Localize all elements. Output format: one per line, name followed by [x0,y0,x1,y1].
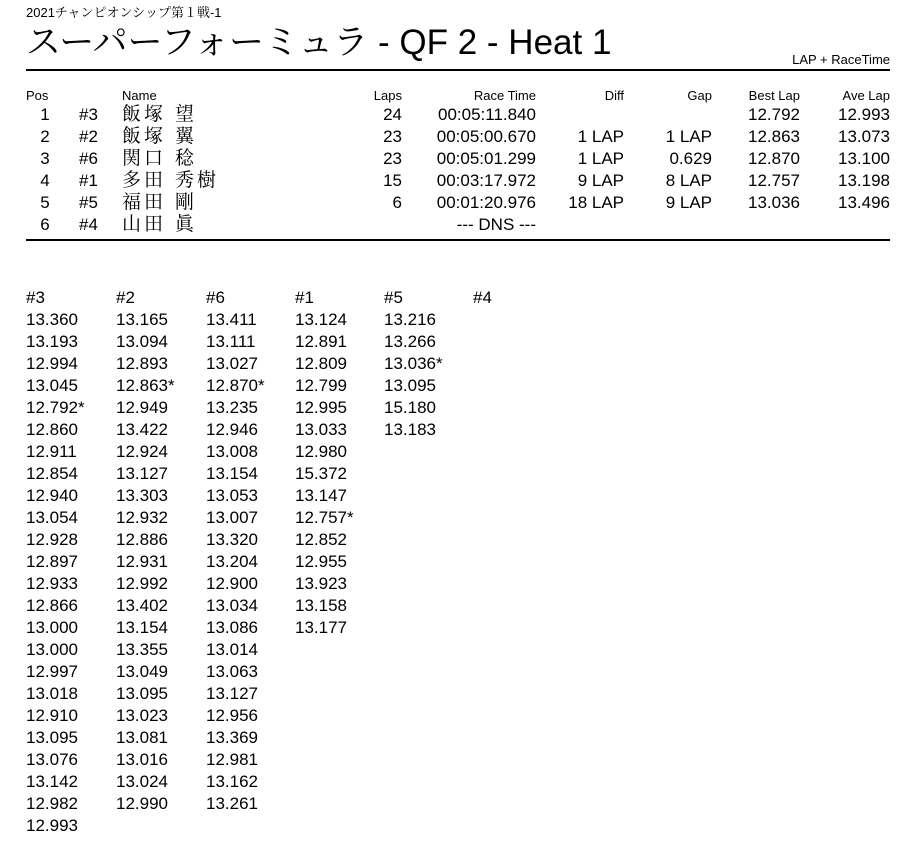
lap-time: 12.990 [116,794,168,813]
col-header-name: Name [122,88,157,103]
result-name: 福田 剛 [122,191,198,213]
lap-time: 13.158 [295,596,347,615]
lap-column [384,287,474,441]
results-table [0,0,900,260]
result-row [0,170,900,192]
lap-time: 12.886 [116,530,168,549]
result-laps: 23 [383,127,402,146]
lap-column [206,287,296,815]
result-best-lap: 12.757 [748,171,800,190]
lap-time: 13.033 [295,420,347,439]
result-ave-lap: 13.198 [838,171,890,190]
lap-time: 12.792* [26,398,85,417]
result-laps: 24 [383,105,402,124]
lap-time: 12.982 [26,794,78,813]
result-best-lap: 12.792 [748,105,800,124]
lap-time: 12.928 [26,530,78,549]
lap-time: 12.757* [295,508,354,527]
result-pos: 6 [40,215,50,234]
lap-time: 13.261 [206,794,258,813]
lap-time: 13.142 [26,772,78,791]
result-ave-lap: 13.496 [838,193,890,212]
lap-time: 15.372 [295,464,347,483]
lap-time: 13.053 [206,486,258,505]
lap-time: 12.994 [26,354,78,373]
lap-time: 12.893 [116,354,168,373]
lap-time: 13.095 [116,684,168,703]
lap-time: 13.165 [116,310,168,329]
result-ave-lap: 13.073 [838,127,890,146]
result-diff: 1 LAP [577,149,624,168]
lap-time: 13.127 [116,464,168,483]
lap-time: 12.993 [26,816,78,835]
lap-time: 13.147 [295,486,347,505]
result-row [0,148,900,170]
lap-time: 15.180 [384,398,436,417]
lap-time: 13.111 [206,332,256,351]
lap-column-car: #3 [26,288,45,307]
lap-time: 12.924 [116,442,168,461]
col-header-ave-lap: Ave Lap [842,88,890,103]
result-car: #4 [79,215,98,234]
lap-time: 12.980 [295,442,347,461]
lap-time: 13.008 [206,442,258,461]
lap-time: 12.946 [206,420,258,439]
mode-label: LAP + RaceTime [792,52,890,67]
page-subtitle: 2021チャンピオンシップ第１戦-1 [26,5,222,20]
lap-time: 12.910 [26,706,78,725]
lap-time: 12.809 [295,354,347,373]
result-diff: 18 LAP [568,193,624,212]
lap-time: 13.235 [206,398,258,417]
lap-time: 12.799 [295,376,347,395]
lap-time: 12.940 [26,486,78,505]
result-name: 飯塚 望 [122,103,198,125]
result-pos: 4 [40,171,50,190]
lap-time: 13.422 [116,420,168,439]
lap-time: 13.081 [116,728,168,747]
lap-time: 13.000 [26,640,78,659]
lap-time: 13.266 [384,332,436,351]
lap-time: 12.900 [206,574,258,593]
lap-time: 12.897 [26,552,78,571]
lap-time: 13.355 [116,640,168,659]
lap-time: 13.162 [206,772,258,791]
lap-time: 12.891 [295,332,347,351]
result-gap: 8 LAP [665,171,712,190]
lap-time: 13.023 [116,706,168,725]
result-name: 山田 眞 [122,213,198,235]
result-diff: 9 LAP [577,171,624,190]
result-best-lap: 13.036 [748,193,800,212]
col-header-diff: Diff [604,88,624,103]
lap-time: 12.860 [26,420,78,439]
lap-time: 12.911 [26,442,77,461]
lap-time: 13.216 [384,310,436,329]
lap-time: 13.124 [295,310,347,329]
lap-time: 12.852 [295,530,347,549]
result-race-time: 00:05:01.299 [436,149,536,168]
lap-column-car: #1 [295,288,314,307]
lap-time: 12.992 [116,574,168,593]
lap-time: 13.095 [26,728,78,747]
result-race-time: 00:05:11.840 [438,105,536,124]
result-best-lap: 12.870 [748,149,800,168]
lap-time: 13.000 [26,618,78,637]
lap-time: 13.183 [384,420,436,439]
result-pos: 1 [40,105,50,124]
lap-time: 13.054 [26,508,78,527]
lap-time: 12.949 [116,398,168,417]
lap-time: 13.127 [206,684,258,703]
result-laps: 23 [383,149,402,168]
results-bottom-rule [26,239,890,241]
result-pos: 3 [40,149,50,168]
result-ave-lap: 12.993 [838,105,890,124]
result-row [0,126,900,148]
lap-time: 13.063 [206,662,258,681]
lap-column-car: #4 [473,288,492,307]
lap-time: 13.045 [26,376,78,395]
result-race-time: 00:05:00.670 [436,127,536,146]
lap-time: 13.034 [206,596,258,615]
result-race-time: 00:01:20.976 [436,193,536,212]
lap-time: 13.193 [26,332,78,351]
lap-time: 12.854 [26,464,78,483]
lap-time: 13.411 [206,310,257,329]
lap-time: 13.018 [26,684,78,703]
lap-time: 12.933 [26,574,78,593]
result-gap: 0.629 [669,149,712,168]
lap-column [26,287,116,837]
result-gap: 9 LAP [665,193,712,212]
lap-time: 13.369 [206,728,258,747]
col-header-gap: Gap [687,88,712,103]
lap-time: 13.094 [116,332,168,351]
result-laps: 6 [392,193,402,212]
lap-column-car: #6 [206,288,225,307]
lap-time: 13.014 [206,640,258,659]
lap-time: 12.955 [295,552,347,571]
result-name: 関口 稔 [122,147,198,169]
lap-time: 12.931 [116,552,168,571]
lap-time: 12.932 [116,508,168,527]
result-race-time: --- DNS --- [456,215,536,234]
result-car: #1 [79,171,98,190]
lap-time: 12.866 [26,596,78,615]
result-row [0,104,900,126]
col-header-best-lap: Best Lap [748,88,800,103]
result-pos: 2 [40,127,50,146]
lap-column-car: #5 [384,288,403,307]
result-ave-lap: 13.100 [838,149,890,168]
lap-time: 12.995 [295,398,347,417]
lap-time: 12.863* [116,376,175,395]
lap-time: 13.204 [206,552,258,571]
lap-time: 13.036* [384,354,443,373]
lap-time: 13.154 [206,464,258,483]
lap-time: 12.997 [26,662,78,681]
result-best-lap: 12.863 [748,127,800,146]
result-row [0,214,900,236]
result-car: #5 [79,193,98,212]
col-header-laps: Laps [373,88,402,103]
lap-time: 13.076 [26,750,78,769]
lap-column-car: #2 [116,288,135,307]
col-header-race-time: Race Time [473,88,536,103]
lap-time: 13.177 [295,618,347,637]
lap-time: 13.024 [116,772,168,791]
result-car: #2 [79,127,98,146]
lap-time: 13.095 [384,376,436,395]
result-laps: 15 [383,171,402,190]
result-race-time: 00:03:17.972 [436,171,536,190]
lap-time: 13.320 [206,530,258,549]
page-title: スーパーフォーミュラ - QF 2 - Heat 1 [26,23,612,62]
result-row [0,192,900,214]
result-diff: 1 LAP [577,127,624,146]
result-car: #6 [79,149,98,168]
lap-column [473,287,563,309]
result-name: 多田 秀樹 [122,169,220,191]
lap-time: 13.303 [116,486,168,505]
lap-column [295,287,385,639]
lap-time: 13.049 [116,662,168,681]
lap-time: 13.016 [116,750,168,769]
lap-time: 13.923 [295,574,347,593]
result-name: 飯塚 翼 [122,125,198,147]
lap-time: 13.360 [26,310,78,329]
lap-time: 12.956 [206,706,258,725]
result-pos: 5 [40,193,50,212]
lap-column [116,287,206,815]
lap-time: 13.402 [116,596,168,615]
lap-time: 12.870* [206,376,265,395]
lap-time: 13.086 [206,618,258,637]
lap-time: 13.007 [206,508,258,527]
lap-time: 13.154 [116,618,168,637]
result-gap: 1 LAP [665,127,712,146]
col-header-pos: Pos [26,88,49,103]
result-car: #3 [79,105,98,124]
lap-time: 12.981 [206,750,258,769]
lap-time: 13.027 [206,354,258,373]
